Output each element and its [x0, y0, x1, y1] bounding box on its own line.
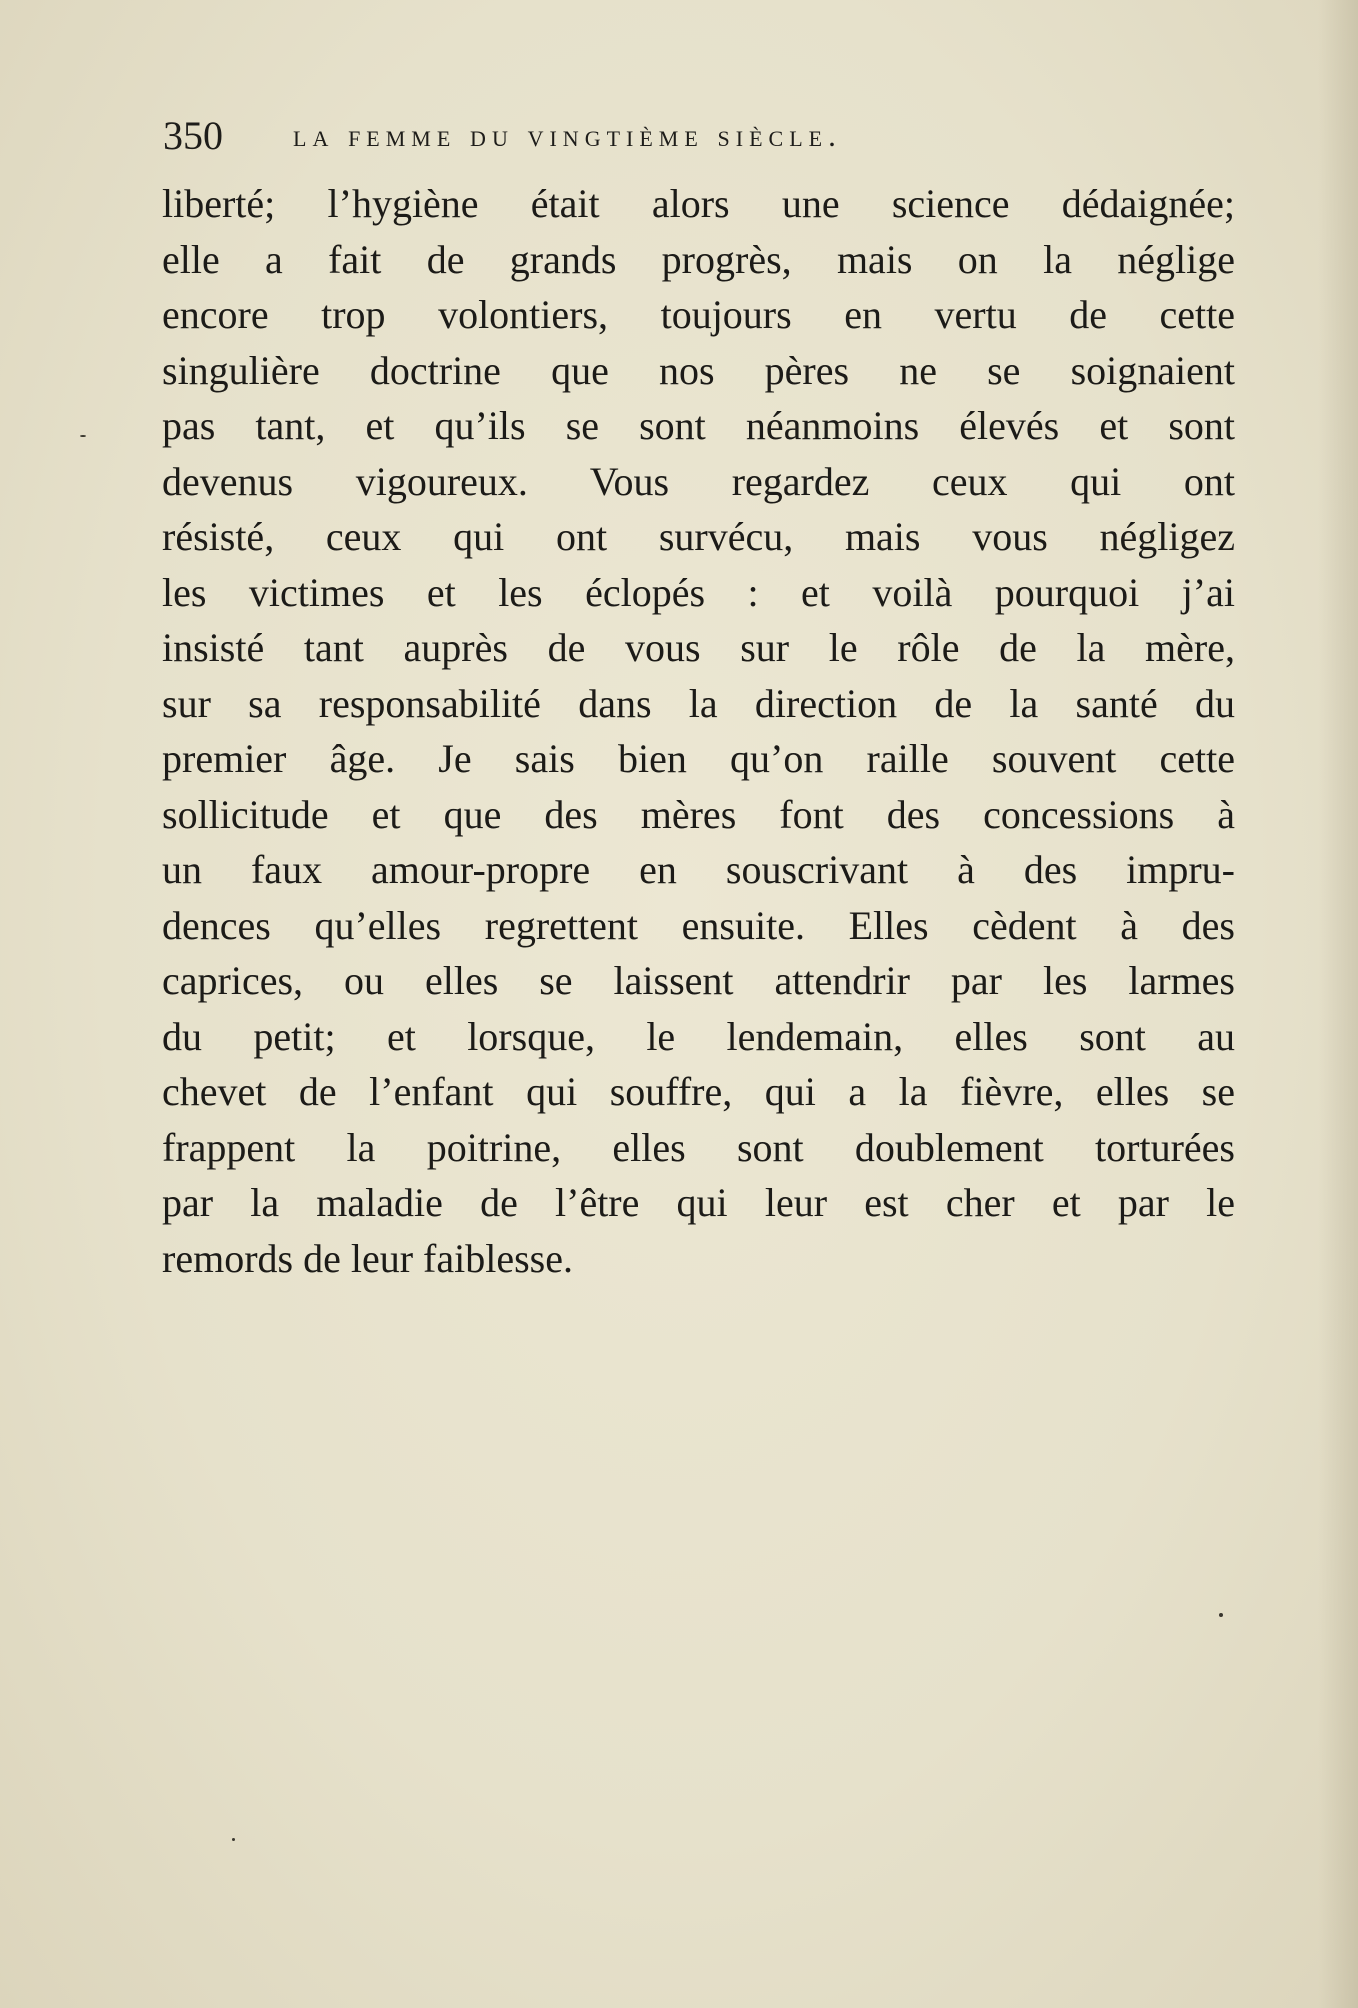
text-line: par la maladie de l’être qui leur est cher et par le	[162, 1180, 1235, 1225]
running-title: la femme du vingtième siècle.	[293, 118, 842, 153]
text-line: caprices, ou elles se laissent attendrir par les larmes	[162, 958, 1235, 1003]
text-line: insisté tant auprès de vous sur le rôle de la mère,	[162, 625, 1235, 670]
text-line: singulière doctrine que nos pères ne se soignaient	[162, 347, 1235, 393]
text-line: pas tant, et qu’ils se sont néanmoins élevés et sont	[162, 403, 1235, 448]
text-line: premier âge. Je sais bien qu’on raille souvent cette	[162, 736, 1235, 781]
paper-speck	[1219, 1613, 1223, 1617]
page-header	[163, 112, 1243, 162]
page-number: 350	[163, 113, 223, 158]
text-line: liberté; l’hygiène était alors une science dédaignée;	[162, 181, 1235, 226]
text-line: chevet de l’enfant qui souffre, qui a la fièvre, elles se	[162, 1069, 1235, 1114]
text-line: encore trop volontiers, toujours en vertu de cette	[162, 292, 1235, 337]
text-line: sollicitude et que des mères font des concessions à	[162, 791, 1235, 837]
text-line: elle a fait de grands progrès, mais on la néglige	[162, 236, 1235, 282]
text-line: frappent la poitrine, elles sont doublement torturées	[162, 1124, 1235, 1170]
paper-speck	[232, 1838, 235, 1841]
text-line: remords de leur faiblesse.	[162, 1235, 573, 1281]
text-line: du petit; et lorsque, le lendemain, elles sont au	[162, 1013, 1235, 1059]
body-text	[162, 176, 1235, 1286]
text-line: les victimes et les éclopés : et voilà pourquoi j’ai	[162, 569, 1235, 615]
text-line: un faux amour-propre en souscrivant à des impru-	[162, 847, 1235, 892]
text-line: résisté, ceux qui ont survécu, mais vous négligez	[162, 514, 1235, 559]
text-line: devenus vigoureux. Vous regardez ceux qui ont	[162, 458, 1235, 504]
text-line: sur sa responsabilité dans la direction de la santé du	[162, 680, 1235, 726]
paper-speck	[80, 435, 86, 437]
text-line: dences qu’elles regrettent ensuite. Elles cèdent à des	[162, 902, 1235, 948]
